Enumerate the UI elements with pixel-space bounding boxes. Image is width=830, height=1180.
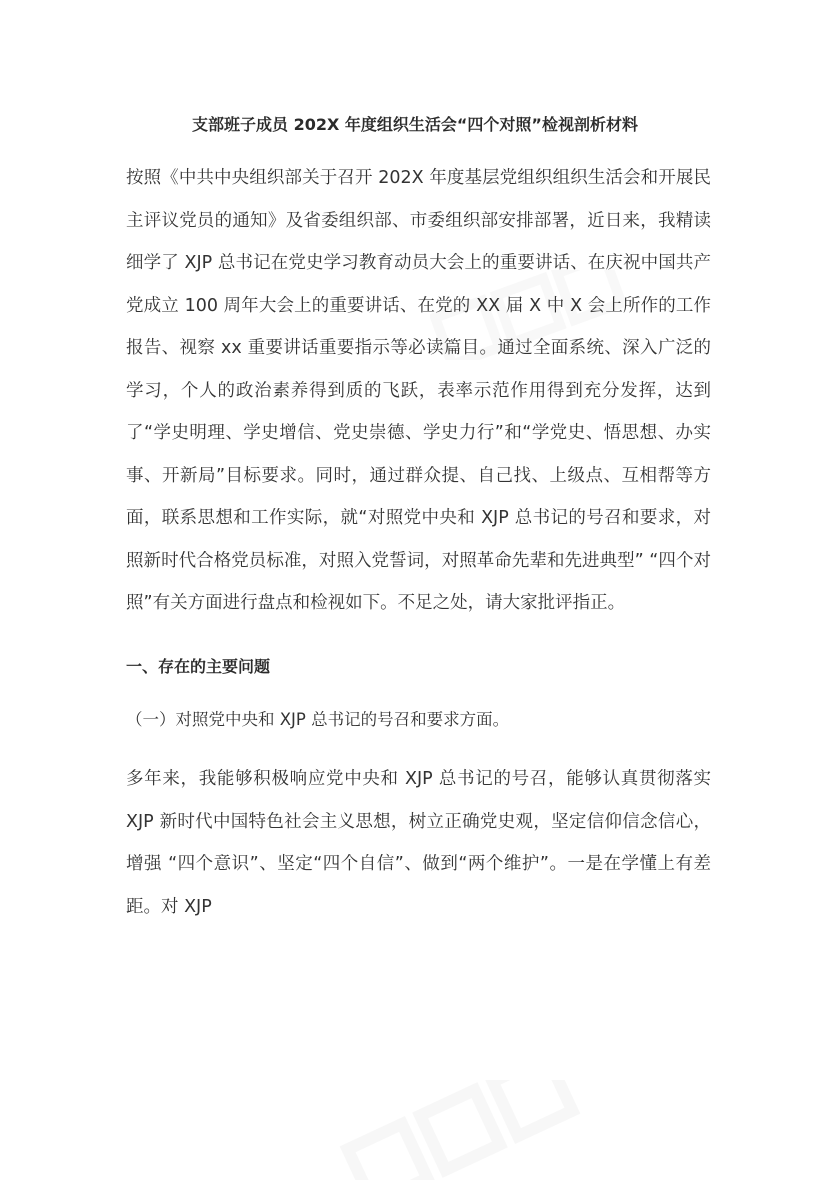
- intro-paragraph: 按照《中共中央组织部关于召开 202X 年度基层党组织组织生活会和开展民主评议党员的通知》及省委组织部、市委组织部安排部署，近日来，我精读细学了 XJP 总书记在党史学习教育动员大会上的重要讲话、在庆祝中国共产党成立 100 周年大会上的重要讲话、在党的 XX 届 X 中 X 会上所作的工作报告、视察 xx 重要讲话重要指示等必读篇目。通过全面系统、深入广泛的学习，个人的政治素养得到质的飞跃，表率示范作用得到充分发挥，达到了“学史明理、学史增信、党史崇德、学史力行”和“学党史、悟思想、办实事、开新局”目标要求。同时，通过群众提、自己找、上级点、互相帮等方面，联系思想和工作实际，就“对照党中央和 XJP 总书记的号召和要求，对照新时代合格党员标准，对照入党誓词，对照革命先辈和先进典型” “四个对照”有关方面进行盘点和检视如下。不足之处，请大家批评指正。: [126, 168, 711, 613]
- watermark-logo-icon: [330, 1080, 590, 1180]
- document-title: 支部班子成员 202X 年度组织生活会“四个对照”检视剖析材料: [192, 115, 638, 134]
- body-paragraph: 多年来，我能够积极响应党中央和 XJP 总书记的号召，能够认真贯彻落实 XJP 新时代中国特色社会主义思想，树立正确党史观，坚定信仰信念信心，增强 “四个意识”、坚定“四个自信”、做到“两个维护”。一是在学懂上有差距。对 XJP: [126, 769, 711, 917]
- section-heading: 一、存在的主要问题: [126, 657, 271, 676]
- subsection-heading: （一）对照党中央和 XJP 总书记的号召和要求方面。: [126, 710, 510, 729]
